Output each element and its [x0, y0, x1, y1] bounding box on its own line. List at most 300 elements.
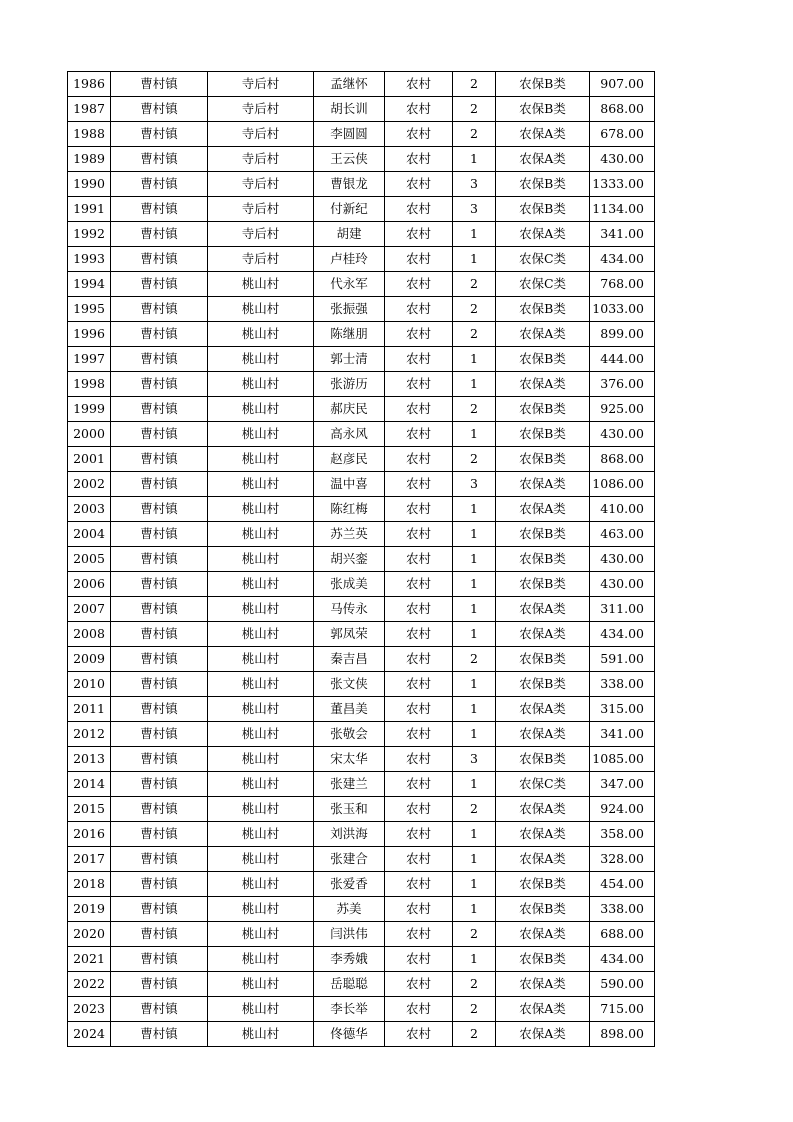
amount-cell: 591.00: [590, 647, 655, 672]
household-type-cell: 农村: [385, 97, 453, 122]
village-cell: 桃山村: [208, 847, 314, 872]
name-cell: 付新纪: [314, 197, 385, 222]
category-cell: 农保B类: [496, 897, 590, 922]
name-cell: 张爱香: [314, 872, 385, 897]
household-type-cell: 农村: [385, 347, 453, 372]
member-count-cell: 1: [453, 722, 496, 747]
amount-cell: 898.00: [590, 1022, 655, 1047]
row-number-cell: 1991: [68, 197, 111, 222]
member-count-cell: 1: [453, 572, 496, 597]
household-type-cell: 农村: [385, 372, 453, 397]
town-cell: 曹村镇: [111, 522, 208, 547]
village-cell: 桃山村: [208, 922, 314, 947]
village-cell: 桃山村: [208, 447, 314, 472]
category-cell: 农保B类: [496, 747, 590, 772]
member-count-cell: 2: [453, 447, 496, 472]
table-row: [68, 772, 655, 797]
household-type-cell: 农村: [385, 472, 453, 497]
name-cell: 郭凤荣: [314, 622, 385, 647]
household-type-cell: 农村: [385, 922, 453, 947]
row-number-cell: 1990: [68, 172, 111, 197]
name-cell: 张振强: [314, 297, 385, 322]
table-row: [68, 422, 655, 447]
household-type-cell: 农村: [385, 272, 453, 297]
name-cell: 郝庆民: [314, 397, 385, 422]
table-row: [68, 297, 655, 322]
name-cell: 温中喜: [314, 472, 385, 497]
name-cell: 宋太华: [314, 747, 385, 772]
town-cell: 曹村镇: [111, 397, 208, 422]
member-count-cell: 2: [453, 797, 496, 822]
town-cell: 曹村镇: [111, 372, 208, 397]
category-cell: 农保A类: [496, 622, 590, 647]
member-count-cell: 1: [453, 247, 496, 272]
town-cell: 曹村镇: [111, 647, 208, 672]
row-number-cell: 1989: [68, 147, 111, 172]
member-count-cell: 1: [453, 347, 496, 372]
village-cell: 桃山村: [208, 772, 314, 797]
table-row: [68, 72, 655, 97]
household-type-cell: 农村: [385, 222, 453, 247]
town-cell: 曹村镇: [111, 97, 208, 122]
town-cell: 曹村镇: [111, 597, 208, 622]
row-number-cell: 2009: [68, 647, 111, 672]
category-cell: 农保C类: [496, 247, 590, 272]
member-count-cell: 1: [453, 672, 496, 697]
amount-cell: 410.00: [590, 497, 655, 522]
amount-cell: 868.00: [590, 447, 655, 472]
member-count-cell: 1: [453, 822, 496, 847]
member-count-cell: 1: [453, 597, 496, 622]
table-row: [68, 597, 655, 622]
row-number-cell: 1996: [68, 322, 111, 347]
amount-cell: 315.00: [590, 697, 655, 722]
category-cell: 农保A类: [496, 472, 590, 497]
member-count-cell: 1: [453, 547, 496, 572]
household-type-cell: 农村: [385, 172, 453, 197]
town-cell: 曹村镇: [111, 572, 208, 597]
member-count-cell: 1: [453, 847, 496, 872]
amount-cell: 1085.00: [590, 747, 655, 772]
town-cell: 曹村镇: [111, 197, 208, 222]
row-number-cell: 2015: [68, 797, 111, 822]
row-number-cell: 1995: [68, 297, 111, 322]
name-cell: 孟继怀: [314, 72, 385, 97]
name-cell: 郭士清: [314, 347, 385, 372]
household-type-cell: 农村: [385, 597, 453, 622]
row-number-cell: 2022: [68, 972, 111, 997]
row-number-cell: 2005: [68, 547, 111, 572]
table-row: [68, 497, 655, 522]
household-type-cell: 农村: [385, 622, 453, 647]
name-cell: 苏兰英: [314, 522, 385, 547]
town-cell: 曹村镇: [111, 772, 208, 797]
name-cell: 陈红梅: [314, 497, 385, 522]
member-count-cell: 2: [453, 272, 496, 297]
row-number-cell: 2018: [68, 872, 111, 897]
town-cell: 曹村镇: [111, 297, 208, 322]
table-row: [68, 197, 655, 222]
household-type-cell: 农村: [385, 247, 453, 272]
category-cell: 农保A类: [496, 997, 590, 1022]
town-cell: 曹村镇: [111, 747, 208, 772]
town-cell: 曹村镇: [111, 272, 208, 297]
table-row: [68, 147, 655, 172]
category-cell: 农保A类: [496, 972, 590, 997]
member-count-cell: 1: [453, 497, 496, 522]
member-count-cell: 1: [453, 772, 496, 797]
village-cell: 寺后村: [208, 172, 314, 197]
household-type-cell: 农村: [385, 822, 453, 847]
member-count-cell: 2: [453, 397, 496, 422]
household-type-cell: 农村: [385, 322, 453, 347]
table-row: [68, 347, 655, 372]
town-cell: 曹村镇: [111, 897, 208, 922]
village-cell: 桃山村: [208, 947, 314, 972]
row-number-cell: 2019: [68, 897, 111, 922]
amount-cell: 444.00: [590, 347, 655, 372]
name-cell: 胡建: [314, 222, 385, 247]
village-cell: 桃山村: [208, 822, 314, 847]
table-row: [68, 547, 655, 572]
member-count-cell: 1: [453, 522, 496, 547]
amount-cell: 590.00: [590, 972, 655, 997]
row-number-cell: 2010: [68, 672, 111, 697]
table-row: [68, 672, 655, 697]
category-cell: 农保A类: [496, 1022, 590, 1047]
table-row: [68, 822, 655, 847]
row-number-cell: 2001: [68, 447, 111, 472]
amount-cell: 1086.00: [590, 472, 655, 497]
town-cell: 曹村镇: [111, 672, 208, 697]
town-cell: 曹村镇: [111, 947, 208, 972]
row-number-cell: 2017: [68, 847, 111, 872]
table-row: [68, 97, 655, 122]
village-cell: 桃山村: [208, 722, 314, 747]
village-cell: 桃山村: [208, 797, 314, 822]
village-cell: 桃山村: [208, 272, 314, 297]
amount-cell: 678.00: [590, 122, 655, 147]
member-count-cell: 2: [453, 922, 496, 947]
name-cell: 李圆圆: [314, 122, 385, 147]
category-cell: 农保A类: [496, 697, 590, 722]
row-number-cell: 1993: [68, 247, 111, 272]
village-cell: 桃山村: [208, 972, 314, 997]
household-type-cell: 农村: [385, 997, 453, 1022]
member-count-cell: 1: [453, 372, 496, 397]
table-row: [68, 1022, 655, 1047]
amount-cell: 430.00: [590, 547, 655, 572]
member-count-cell: 2: [453, 647, 496, 672]
category-cell: 农保B类: [496, 947, 590, 972]
name-cell: 卢桂玲: [314, 247, 385, 272]
name-cell: 刘洪海: [314, 822, 385, 847]
name-cell: 张文侠: [314, 672, 385, 697]
table-row: [68, 247, 655, 272]
village-cell: 桃山村: [208, 322, 314, 347]
amount-cell: 430.00: [590, 147, 655, 172]
category-cell: 农保B类: [496, 547, 590, 572]
table-body: [68, 72, 655, 1047]
category-cell: 农保B类: [496, 297, 590, 322]
household-type-cell: 农村: [385, 147, 453, 172]
row-number-cell: 2006: [68, 572, 111, 597]
table-row: [68, 572, 655, 597]
household-type-cell: 农村: [385, 122, 453, 147]
village-cell: 桃山村: [208, 647, 314, 672]
member-count-cell: 3: [453, 747, 496, 772]
amount-cell: 868.00: [590, 97, 655, 122]
row-number-cell: 2012: [68, 722, 111, 747]
household-type-cell: 农村: [385, 572, 453, 597]
name-cell: 王云侠: [314, 147, 385, 172]
category-cell: 农保B类: [496, 347, 590, 372]
member-count-cell: 3: [453, 472, 496, 497]
category-cell: 农保A类: [496, 797, 590, 822]
name-cell: 李秀娥: [314, 947, 385, 972]
row-number-cell: 2020: [68, 922, 111, 947]
household-type-cell: 农村: [385, 947, 453, 972]
member-count-cell: 1: [453, 622, 496, 647]
row-number-cell: 1986: [68, 72, 111, 97]
row-number-cell: 2007: [68, 597, 111, 622]
household-type-cell: 农村: [385, 847, 453, 872]
category-cell: 农保B类: [496, 872, 590, 897]
village-cell: 寺后村: [208, 97, 314, 122]
village-cell: 桃山村: [208, 372, 314, 397]
village-cell: 寺后村: [208, 122, 314, 147]
member-count-cell: 1: [453, 872, 496, 897]
household-type-cell: 农村: [385, 797, 453, 822]
row-number-cell: 1997: [68, 347, 111, 372]
amount-cell: 924.00: [590, 797, 655, 822]
amount-cell: 341.00: [590, 222, 655, 247]
name-cell: 张建合: [314, 847, 385, 872]
village-cell: 寺后村: [208, 247, 314, 272]
member-count-cell: 2: [453, 1022, 496, 1047]
town-cell: 曹村镇: [111, 997, 208, 1022]
member-count-cell: 2: [453, 122, 496, 147]
household-type-cell: 农村: [385, 647, 453, 672]
table-row: [68, 722, 655, 747]
member-count-cell: 1: [453, 222, 496, 247]
name-cell: 秦吉昌: [314, 647, 385, 672]
amount-cell: 434.00: [590, 947, 655, 972]
category-cell: 农保B类: [496, 422, 590, 447]
category-cell: 农保B类: [496, 172, 590, 197]
town-cell: 曹村镇: [111, 1022, 208, 1047]
amount-cell: 1134.00: [590, 197, 655, 222]
town-cell: 曹村镇: [111, 172, 208, 197]
table-row: [68, 447, 655, 472]
table-row: [68, 847, 655, 872]
table-row: [68, 172, 655, 197]
name-cell: 张玉和: [314, 797, 385, 822]
row-number-cell: 2016: [68, 822, 111, 847]
member-count-cell: 2: [453, 322, 496, 347]
amount-cell: 347.00: [590, 772, 655, 797]
village-cell: 桃山村: [208, 897, 314, 922]
table-row: [68, 647, 655, 672]
table-row: [68, 947, 655, 972]
town-cell: 曹村镇: [111, 122, 208, 147]
amount-cell: 925.00: [590, 397, 655, 422]
row-number-cell: 2004: [68, 522, 111, 547]
village-cell: 桃山村: [208, 697, 314, 722]
household-type-cell: 农村: [385, 1022, 453, 1047]
village-cell: 桃山村: [208, 872, 314, 897]
name-cell: 张成美: [314, 572, 385, 597]
amount-cell: 430.00: [590, 572, 655, 597]
household-type-cell: 农村: [385, 297, 453, 322]
household-type-cell: 农村: [385, 897, 453, 922]
amount-cell: 358.00: [590, 822, 655, 847]
category-cell: 农保A类: [496, 322, 590, 347]
amount-cell: 338.00: [590, 672, 655, 697]
category-cell: 农保A类: [496, 822, 590, 847]
town-cell: 曹村镇: [111, 722, 208, 747]
table-row: [68, 972, 655, 997]
household-type-cell: 农村: [385, 522, 453, 547]
name-cell: 马传永: [314, 597, 385, 622]
row-number-cell: 1998: [68, 372, 111, 397]
town-cell: 曹村镇: [111, 422, 208, 447]
household-type-cell: 农村: [385, 397, 453, 422]
category-cell: 农保A类: [496, 922, 590, 947]
row-number-cell: 2013: [68, 747, 111, 772]
village-cell: 桃山村: [208, 1022, 314, 1047]
town-cell: 曹村镇: [111, 472, 208, 497]
name-cell: 陈继朋: [314, 322, 385, 347]
category-cell: 农保B类: [496, 197, 590, 222]
recipient-table: [67, 71, 655, 1047]
member-count-cell: 2: [453, 997, 496, 1022]
row-number-cell: 2000: [68, 422, 111, 447]
household-type-cell: 农村: [385, 672, 453, 697]
category-cell: 农保A类: [496, 147, 590, 172]
category-cell: 农保C类: [496, 272, 590, 297]
member-count-cell: 3: [453, 172, 496, 197]
row-number-cell: 2008: [68, 622, 111, 647]
category-cell: 农保B类: [496, 447, 590, 472]
row-number-cell: 1988: [68, 122, 111, 147]
category-cell: 农保A类: [496, 847, 590, 872]
amount-cell: 715.00: [590, 997, 655, 1022]
table-row: [68, 372, 655, 397]
household-type-cell: 农村: [385, 422, 453, 447]
town-cell: 曹村镇: [111, 972, 208, 997]
name-cell: 赵彦民: [314, 447, 385, 472]
village-cell: 寺后村: [208, 72, 314, 97]
village-cell: 寺后村: [208, 222, 314, 247]
amount-cell: 688.00: [590, 922, 655, 947]
amount-cell: 463.00: [590, 522, 655, 547]
table-row: [68, 522, 655, 547]
village-cell: 桃山村: [208, 397, 314, 422]
table-row: [68, 222, 655, 247]
name-cell: 曹银龙: [314, 172, 385, 197]
name-cell: 高永风: [314, 422, 385, 447]
amount-cell: 328.00: [590, 847, 655, 872]
town-cell: 曹村镇: [111, 497, 208, 522]
name-cell: 胡长训: [314, 97, 385, 122]
town-cell: 曹村镇: [111, 222, 208, 247]
category-cell: 农保B类: [496, 97, 590, 122]
town-cell: 曹村镇: [111, 72, 208, 97]
member-count-cell: 1: [453, 897, 496, 922]
village-cell: 桃山村: [208, 547, 314, 572]
village-cell: 桃山村: [208, 472, 314, 497]
category-cell: 农保B类: [496, 72, 590, 97]
amount-cell: 1333.00: [590, 172, 655, 197]
category-cell: 农保C类: [496, 772, 590, 797]
household-type-cell: 农村: [385, 972, 453, 997]
name-cell: 张游历: [314, 372, 385, 397]
table-row: [68, 472, 655, 497]
village-cell: 桃山村: [208, 347, 314, 372]
table-row: [68, 272, 655, 297]
row-number-cell: 2003: [68, 497, 111, 522]
town-cell: 曹村镇: [111, 147, 208, 172]
amount-cell: 430.00: [590, 422, 655, 447]
household-type-cell: 农村: [385, 447, 453, 472]
household-type-cell: 农村: [385, 747, 453, 772]
village-cell: 桃山村: [208, 522, 314, 547]
town-cell: 曹村镇: [111, 922, 208, 947]
member-count-cell: 1: [453, 947, 496, 972]
household-type-cell: 农村: [385, 197, 453, 222]
member-count-cell: 2: [453, 972, 496, 997]
member-count-cell: 1: [453, 697, 496, 722]
name-cell: 代永军: [314, 272, 385, 297]
category-cell: 农保A类: [496, 122, 590, 147]
town-cell: 曹村镇: [111, 622, 208, 647]
village-cell: 桃山村: [208, 747, 314, 772]
category-cell: 农保B类: [496, 572, 590, 597]
town-cell: 曹村镇: [111, 347, 208, 372]
row-number-cell: 1987: [68, 97, 111, 122]
row-number-cell: 1994: [68, 272, 111, 297]
village-cell: 桃山村: [208, 597, 314, 622]
household-type-cell: 农村: [385, 72, 453, 97]
row-number-cell: 2021: [68, 947, 111, 972]
category-cell: 农保B类: [496, 672, 590, 697]
category-cell: 农保A类: [496, 372, 590, 397]
row-number-cell: 2011: [68, 697, 111, 722]
village-cell: 桃山村: [208, 572, 314, 597]
name-cell: 岳聪聪: [314, 972, 385, 997]
member-count-cell: 3: [453, 197, 496, 222]
row-number-cell: 2024: [68, 1022, 111, 1047]
name-cell: 李长举: [314, 997, 385, 1022]
household-type-cell: 农村: [385, 772, 453, 797]
row-number-cell: 1999: [68, 397, 111, 422]
name-cell: 胡兴銮: [314, 547, 385, 572]
village-cell: 桃山村: [208, 672, 314, 697]
category-cell: 农保A类: [496, 497, 590, 522]
member-count-cell: 2: [453, 297, 496, 322]
amount-cell: 1033.00: [590, 297, 655, 322]
member-count-cell: 2: [453, 72, 496, 97]
table-row: [68, 747, 655, 772]
member-count-cell: 1: [453, 147, 496, 172]
town-cell: 曹村镇: [111, 322, 208, 347]
town-cell: 曹村镇: [111, 797, 208, 822]
table-row: [68, 997, 655, 1022]
town-cell: 曹村镇: [111, 447, 208, 472]
amount-cell: 899.00: [590, 322, 655, 347]
village-cell: 桃山村: [208, 497, 314, 522]
